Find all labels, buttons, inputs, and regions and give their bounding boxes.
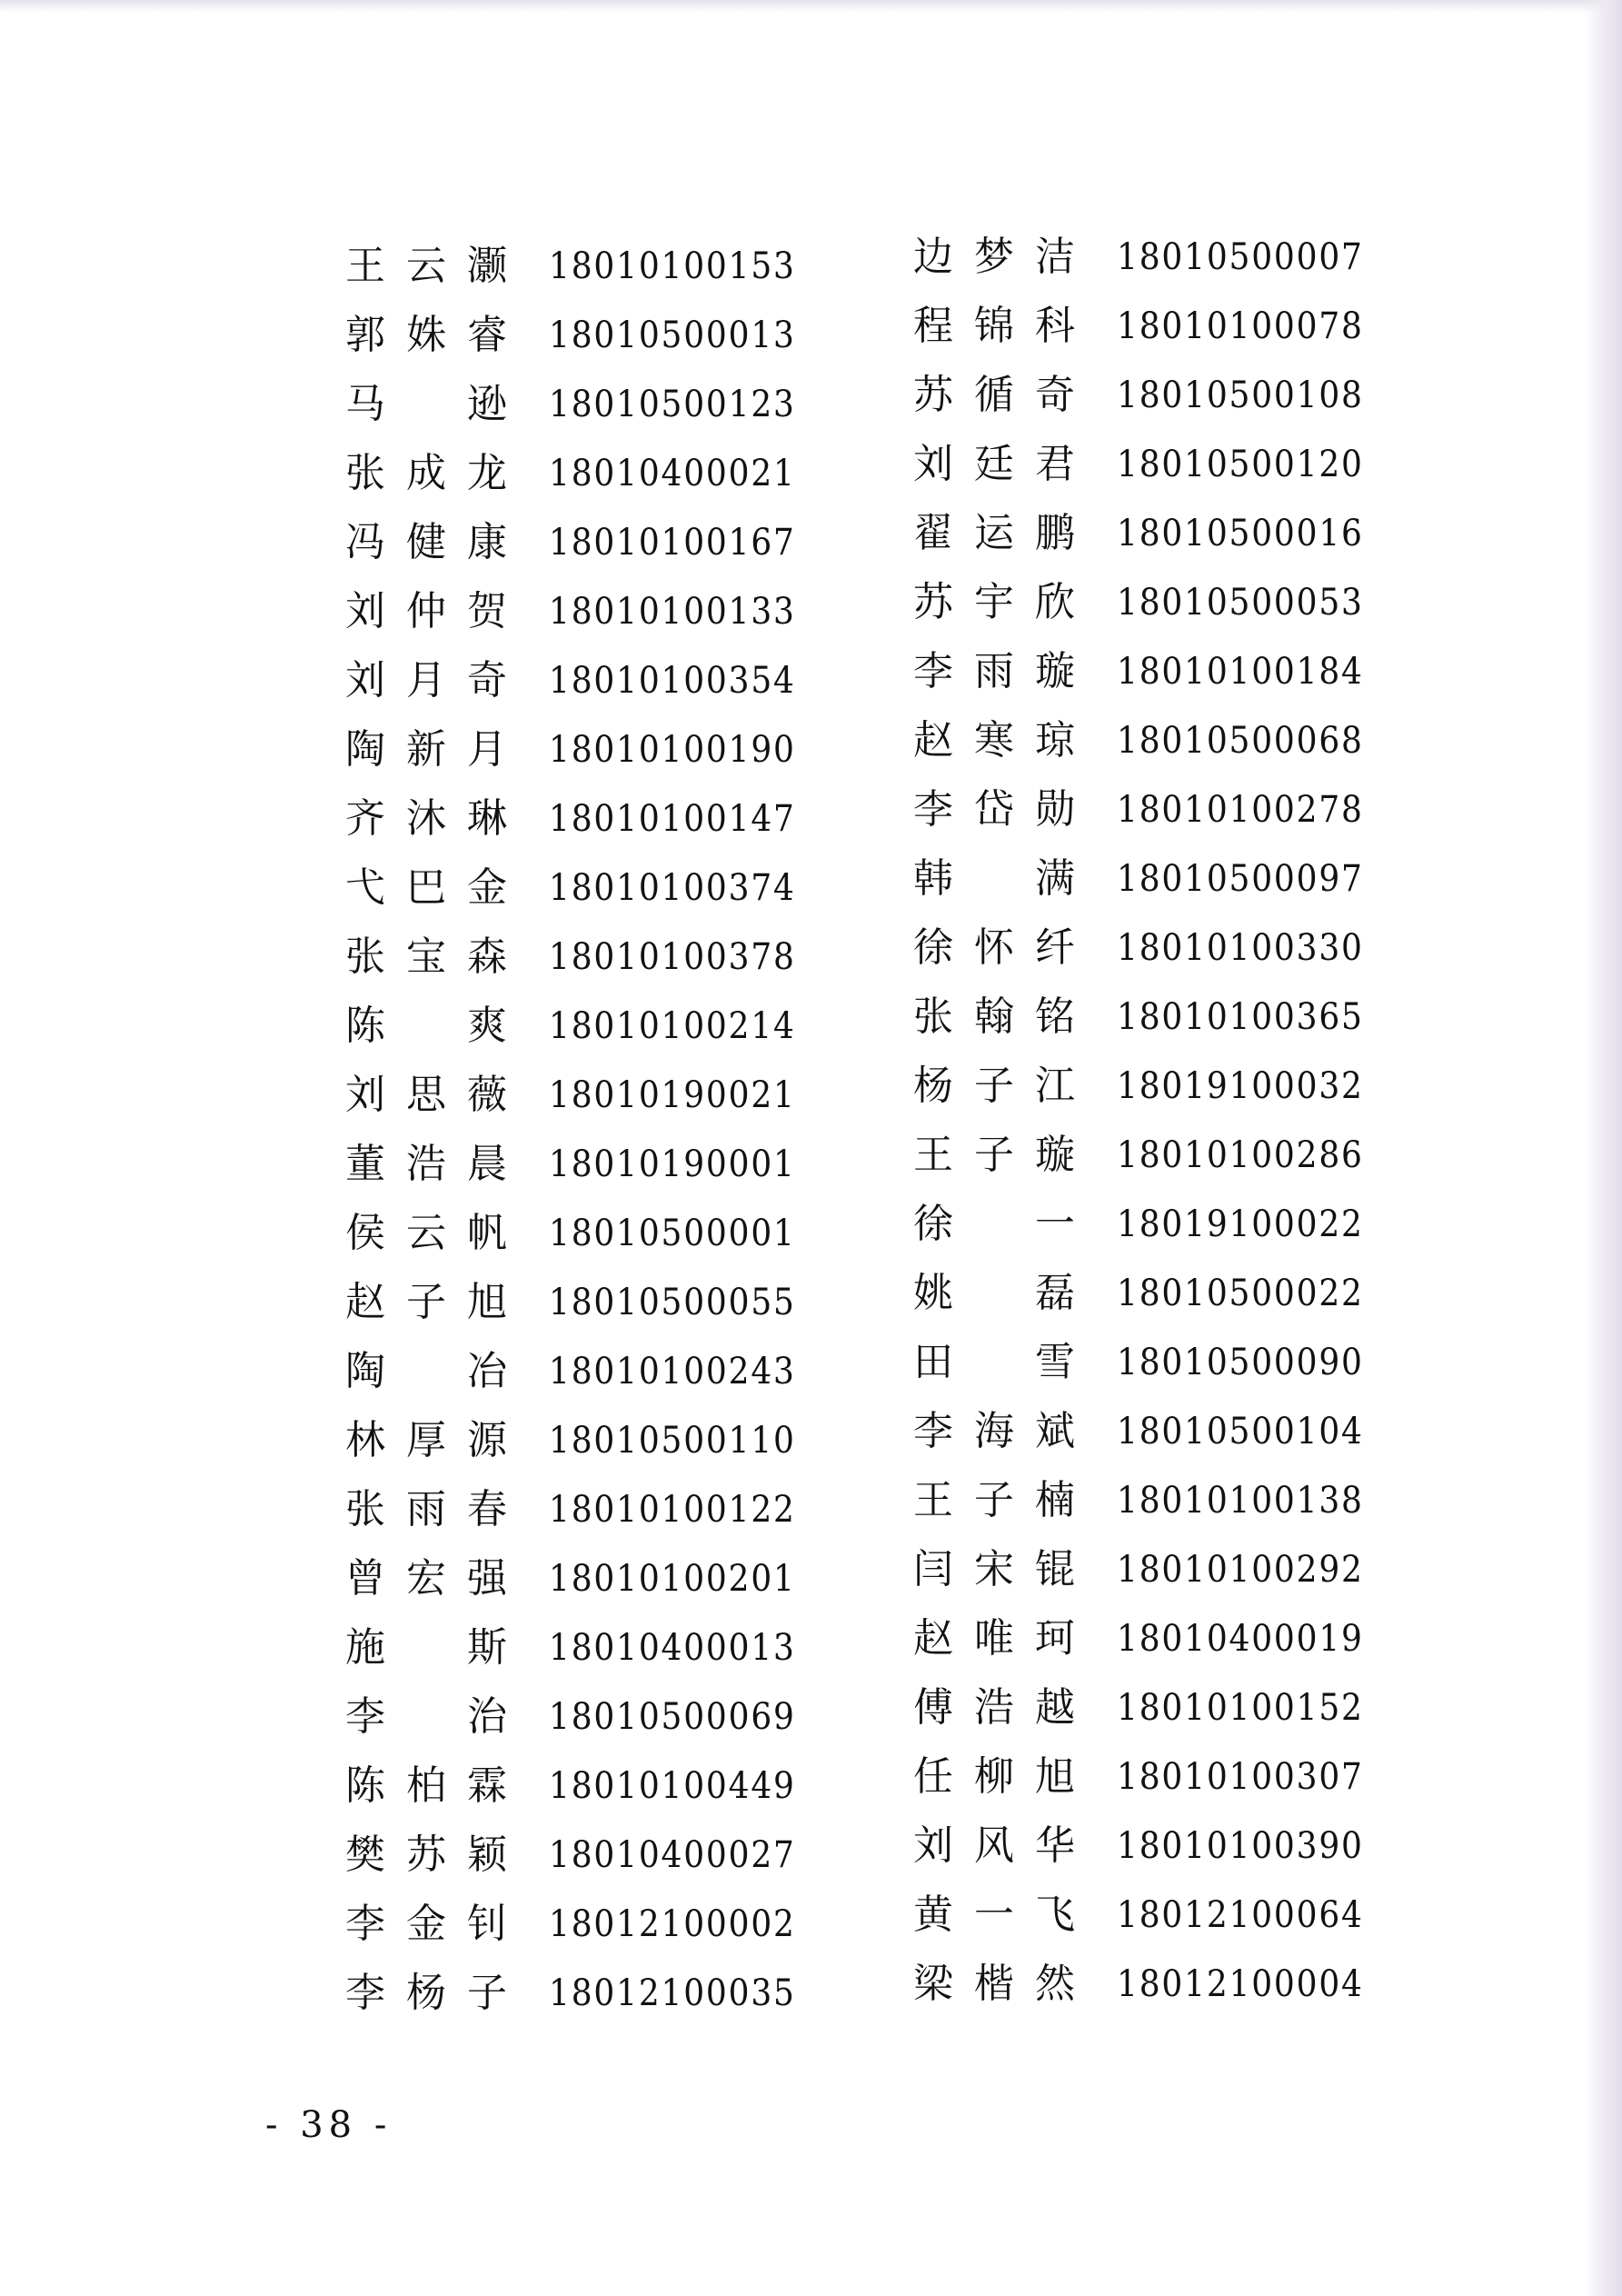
student-name: 姚 磊: [913, 1270, 1077, 1316]
list-item: [345, 854, 823, 923]
student-id: 18010100330: [1117, 927, 1364, 969]
student-id: 18012100035: [549, 1972, 796, 2014]
list-item: [913, 1121, 1391, 1190]
student-id: 18010500068: [1117, 720, 1364, 762]
list-item: [345, 1544, 823, 1613]
student-name: 刘 思 薇: [345, 1072, 509, 1118]
student-name: 田 雪: [913, 1339, 1077, 1385]
student-name: 刘 月 奇: [345, 657, 509, 704]
student-id: 18010100292: [1117, 1549, 1364, 1591]
student-id: 18010100378: [549, 936, 796, 978]
student-id: 18010500013: [549, 314, 796, 356]
list-item: [913, 1742, 1391, 1812]
student-id: 18010500001: [549, 1213, 796, 1254]
student-name: 徐 怀 纤: [913, 924, 1077, 971]
student-name: 樊 苏 颖: [345, 1832, 509, 1878]
student-id: 18012100002: [549, 1903, 796, 1945]
student-name: 陶 新 月: [345, 726, 509, 773]
student-name: 任 柳 旭: [913, 1753, 1077, 1800]
student-id: 18010100122: [549, 1489, 796, 1531]
student-id: 18010100214: [549, 1005, 796, 1047]
student-id: 18010100138: [1117, 1480, 1364, 1522]
list-item: [345, 1406, 823, 1475]
student-name: 苏 循 奇: [913, 372, 1077, 418]
student-name: 王 子 楠: [913, 1477, 1077, 1523]
student-name: 弋 巴 金: [345, 864, 509, 911]
student-id: 18010190001: [549, 1143, 796, 1185]
student-name: 徐 一: [913, 1201, 1077, 1247]
student-name: 曾 宏 强: [345, 1555, 509, 1602]
list-item: [345, 1821, 823, 1890]
list-item: [913, 1881, 1391, 1950]
student-id: 18010400021: [549, 453, 796, 494]
list-item: [913, 430, 1391, 499]
list-item: [913, 361, 1391, 430]
student-id: 18010400019: [1117, 1618, 1364, 1660]
list-item: [913, 844, 1391, 913]
list-item: [345, 1061, 823, 1130]
list-item: [913, 1950, 1391, 2019]
student-id: 18010100133: [549, 591, 796, 633]
student-name: 李 金 钊: [345, 1901, 509, 1947]
list-item: [913, 637, 1391, 706]
list-item: [345, 1475, 823, 1544]
student-name: 苏 宇 欣: [913, 579, 1077, 625]
student-name: 梁 楷 然: [913, 1961, 1077, 2007]
student-name: 李 杨 子: [345, 1970, 509, 2016]
student-name: 陈 柏 霖: [345, 1762, 509, 1809]
student-name: 李 雨 璇: [913, 648, 1077, 694]
list-item: [913, 1190, 1391, 1259]
list-item: [913, 292, 1391, 361]
list-item: [345, 923, 823, 992]
student-name: 刘 仲 贺: [345, 588, 509, 634]
list-item: [913, 499, 1391, 568]
list-item: [913, 1052, 1391, 1121]
list-item: [345, 370, 823, 439]
student-id: 18010100390: [1117, 1825, 1364, 1867]
student-id: 18010100153: [549, 245, 796, 287]
student-id: 18010500053: [1117, 582, 1364, 624]
student-id: 18010500104: [1117, 1411, 1364, 1452]
list-item: [345, 301, 823, 370]
student-id: 18010500097: [1117, 858, 1364, 900]
student-name: 程 锦 科: [913, 303, 1077, 349]
right-name-list: [913, 223, 1391, 2019]
student-name: 王 云 灏: [345, 243, 509, 289]
scan-top-shadow: [0, 0, 1622, 13]
student-id: 18010400027: [549, 1834, 796, 1876]
student-id: 18010190021: [549, 1074, 796, 1116]
student-id: 18010500108: [1117, 374, 1364, 416]
list-item: [345, 1337, 823, 1406]
list-item: [345, 232, 823, 301]
list-item: [345, 577, 823, 646]
student-name: 郭 姝 睿: [345, 312, 509, 358]
student-name: 张 翰 铭: [913, 993, 1077, 1040]
student-name: 刘 风 华: [913, 1822, 1077, 1869]
student-name: 马 逊: [345, 381, 509, 427]
left-name-list: [345, 232, 823, 2028]
list-item: [913, 983, 1391, 1052]
student-id: 18010500016: [1117, 513, 1364, 554]
student-id: 18010500007: [1117, 236, 1364, 278]
student-id: 18010500022: [1117, 1273, 1364, 1314]
student-id: 18010400013: [549, 1627, 796, 1669]
student-name: 杨 子 江: [913, 1063, 1077, 1109]
student-name: 林 厚 源: [345, 1417, 509, 1463]
scan-page-edge: [1584, 0, 1622, 2296]
student-name: 刘 廷 君: [913, 441, 1077, 487]
student-name: 董 浩 晨: [345, 1141, 509, 1187]
student-name: 边 梦 洁: [913, 234, 1077, 280]
student-id: 18010500055: [549, 1282, 796, 1323]
student-id: 18019100032: [1117, 1065, 1364, 1107]
student-id: 18012100064: [1117, 1894, 1364, 1936]
student-name: 陈 爽: [345, 1003, 509, 1049]
student-id: 18010500069: [549, 1696, 796, 1738]
list-item: [345, 1959, 823, 2028]
student-name: 陶 冶: [345, 1348, 509, 1394]
student-name: 傅 浩 越: [913, 1684, 1077, 1731]
list-item: [345, 646, 823, 715]
student-id: 18010100449: [549, 1765, 796, 1807]
student-id: 18010500090: [1117, 1342, 1364, 1383]
student-id: 18010500123: [549, 384, 796, 425]
student-id: 18010100190: [549, 729, 796, 771]
list-item: [913, 223, 1391, 292]
student-id: 18010100152: [1117, 1687, 1364, 1729]
list-item: [913, 1397, 1391, 1466]
list-item: [913, 1259, 1391, 1328]
list-item: [913, 706, 1391, 775]
student-id: 18010100184: [1117, 651, 1364, 693]
student-id: 18010100286: [1117, 1134, 1364, 1176]
list-item: [345, 439, 823, 508]
student-name: 冯 健 康: [345, 519, 509, 565]
list-item: [345, 1268, 823, 1337]
list-item: [913, 1535, 1391, 1604]
list-item: [913, 1328, 1391, 1397]
list-item: [913, 913, 1391, 983]
student-name: 张 雨 春: [345, 1486, 509, 1532]
student-name: 施 斯: [345, 1624, 509, 1671]
list-item: [913, 1466, 1391, 1535]
student-name: 韩 满: [913, 855, 1077, 902]
list-item: [913, 775, 1391, 844]
student-name: 李 岱 勋: [913, 786, 1077, 833]
student-id: 18010100147: [549, 798, 796, 840]
student-id: 18010100201: [549, 1558, 796, 1600]
student-id: 18010100354: [549, 660, 796, 702]
list-item: [345, 508, 823, 577]
student-name: 黄 一 飞: [913, 1892, 1077, 1938]
student-id: 18010100365: [1117, 996, 1364, 1038]
student-name: 闫 宋 锟: [913, 1546, 1077, 1592]
student-name: 赵 子 旭: [345, 1279, 509, 1325]
list-item: [345, 1890, 823, 1959]
student-id: 18010500110: [549, 1420, 796, 1462]
student-name: 王 子 璇: [913, 1132, 1077, 1178]
student-name: 李 海 斌: [913, 1408, 1077, 1454]
list-item: [345, 1682, 823, 1752]
list-item: [913, 1673, 1391, 1742]
list-item: [345, 1130, 823, 1199]
student-id: 18010100243: [549, 1351, 796, 1393]
student-name: 赵 唯 珂: [913, 1615, 1077, 1662]
student-name: 张 宝 森: [345, 933, 509, 980]
student-name: 张 成 龙: [345, 450, 509, 496]
list-item: [345, 715, 823, 784]
list-item: [345, 1752, 823, 1821]
list-item: [345, 784, 823, 854]
page-number: - 38 -: [265, 2104, 393, 2146]
student-id: 18010100078: [1117, 305, 1364, 347]
student-name: 齐 沐 琳: [345, 795, 509, 842]
student-id: 18010100278: [1117, 789, 1364, 831]
list-item: [913, 1812, 1391, 1881]
student-name: 翟 运 鹏: [913, 510, 1077, 556]
student-id: 18010100167: [549, 522, 796, 564]
student-id: 18010100307: [1117, 1756, 1364, 1798]
student-id: 18010100374: [549, 867, 796, 909]
list-item: [913, 1604, 1391, 1673]
student-name: 侯 云 帆: [345, 1210, 509, 1256]
list-item: [345, 992, 823, 1061]
student-id: 18019100022: [1117, 1203, 1364, 1245]
student-id: 18012100004: [1117, 1963, 1364, 2005]
student-name: 李 治: [345, 1693, 509, 1740]
list-item: [345, 1613, 823, 1682]
list-item: [913, 568, 1391, 637]
student-name: 赵 寒 琼: [913, 717, 1077, 764]
student-id: 18010500120: [1117, 444, 1364, 485]
list-item: [345, 1199, 823, 1268]
